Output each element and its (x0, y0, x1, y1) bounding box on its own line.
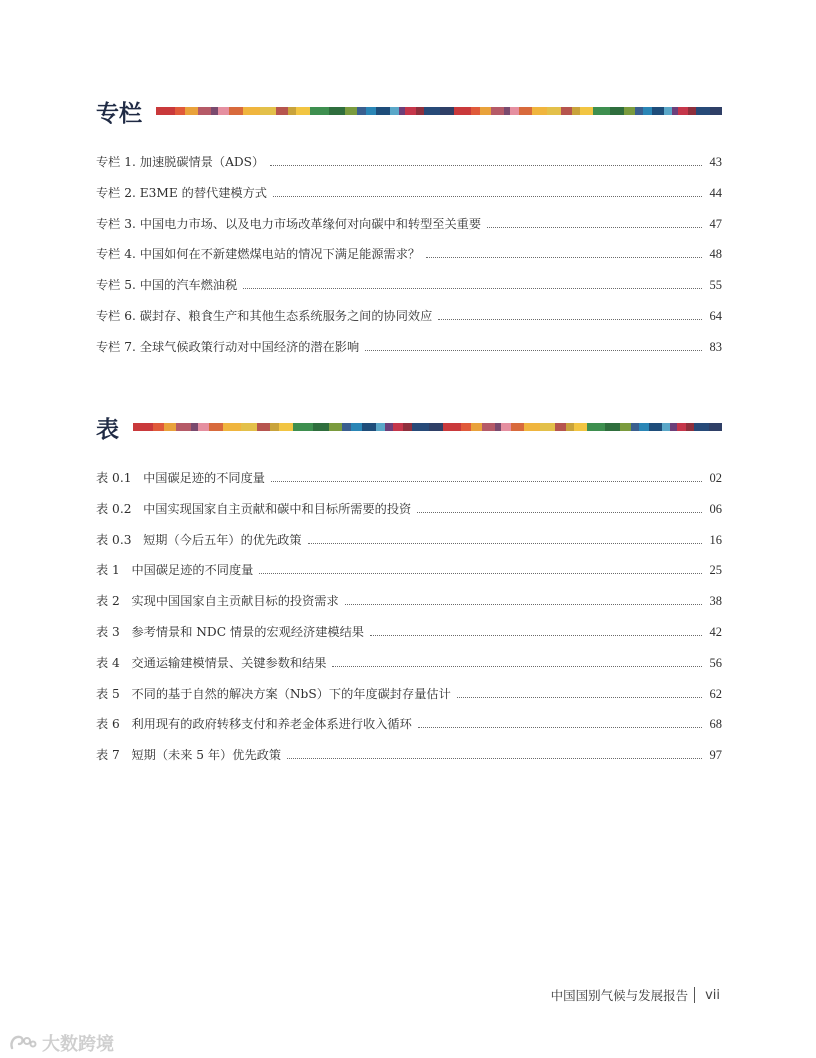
stripe-segment (662, 423, 670, 431)
stripe-segment (260, 107, 276, 115)
stripe-segment (211, 107, 218, 115)
toc-entry[interactable] (96, 308, 722, 339)
toc-entry-number: 表 1 (96, 563, 120, 578)
toc-entry-number: 表 5 (96, 686, 120, 701)
toc-entry-label (96, 501, 415, 517)
stripe-segment (561, 107, 572, 115)
page-number: vii (705, 987, 720, 1003)
stripe-segment (643, 107, 652, 115)
watermark-logo-icon (8, 1032, 38, 1054)
toc-entry-label (96, 277, 241, 293)
stripe-segment (532, 107, 548, 115)
toc-entry[interactable] (96, 593, 722, 624)
color-stripe-divider (156, 107, 722, 115)
stripe-segment (566, 423, 574, 431)
stripe-segment (696, 107, 710, 115)
toc-entry[interactable] (96, 154, 722, 185)
toc-entry-title: 加速脱碳情景（ADS） (139, 155, 265, 169)
stripe-segment (288, 107, 297, 115)
stripe-segment (345, 107, 357, 115)
toc-entry-page: 56 (709, 655, 722, 670)
stripe-segment (357, 107, 366, 115)
toc-entry-number: 表 4 (96, 655, 120, 670)
toc-entry-title: 碳封存、粮食生产和其他生态系统服务之间的协同效应 (139, 308, 433, 323)
section-header-tables (96, 410, 722, 444)
toc-entry-title: 短期（今后五年）的优先政策 (143, 532, 302, 547)
stripe-segment (440, 107, 454, 115)
dot-leader (457, 697, 702, 698)
stripe-segment (329, 107, 345, 115)
toc-entry-page: 64 (709, 308, 722, 323)
page-footer (551, 986, 720, 1004)
toc-entry-page: 44 (709, 185, 722, 200)
stripe-segment (710, 107, 722, 115)
toc-entry-title: 中国实现国家自主贡献和碳中和目标所需要的投资 (143, 501, 412, 516)
toc-entry-number: 专栏 2. (96, 185, 136, 200)
stripe-segment (403, 423, 412, 431)
toc-entry-label (96, 747, 285, 763)
toc-entry-label (96, 216, 485, 232)
dot-leader (370, 635, 702, 636)
toc-entry-label (96, 655, 330, 671)
toc-entry[interactable] (96, 185, 722, 216)
dot-leader (345, 604, 702, 605)
toc-entry-label (96, 593, 343, 609)
toc-entry-page: 38 (709, 594, 722, 609)
stripe-segment (620, 423, 631, 431)
toc-entry-title: 中国如何在不新建燃煤电站的情况下满足能源需求？ (139, 247, 421, 262)
dot-leader (438, 319, 702, 320)
toc-entry-label (96, 624, 368, 640)
stripe-segment (524, 423, 540, 431)
stripe-segment (572, 107, 580, 115)
stripe-segment (191, 423, 198, 431)
toc-entry-page: 97 (709, 748, 722, 763)
toc-entry-page: 06 (709, 501, 722, 516)
color-stripe-divider (133, 423, 722, 431)
stripe-segment (624, 107, 635, 115)
stripe-segment (480, 107, 491, 115)
stripe-segment (501, 423, 511, 431)
stripe-segment (635, 107, 643, 115)
stripe-segment (133, 423, 153, 431)
stripe-segment (218, 107, 228, 115)
toc-entry-label (96, 339, 363, 355)
toc-entry-label (96, 154, 268, 170)
toc-entry-number: 表 0.1 (96, 471, 132, 485)
stripe-segment (270, 423, 279, 431)
stripe-segment (424, 107, 440, 115)
watermark-text: 大数跨境 (42, 1034, 114, 1055)
stripe-segment (605, 423, 620, 431)
stripe-segment (587, 423, 605, 431)
toc-entry-page: 47 (709, 216, 722, 231)
dot-leader (365, 350, 702, 351)
toc-entry[interactable] (96, 501, 722, 532)
stripe-segment (649, 423, 662, 431)
stripe-segment (443, 423, 461, 431)
dot-leader (308, 543, 702, 544)
stripe-segment (519, 107, 531, 115)
stripe-segment (351, 423, 362, 431)
stripe-segment (209, 423, 223, 431)
stripe-segment (631, 423, 639, 431)
stripe-segment (329, 423, 342, 431)
stripe-segment (176, 423, 190, 431)
toc-entry-number: 专栏 1. (96, 155, 136, 169)
dot-leader (332, 666, 702, 667)
dot-leader (487, 227, 702, 228)
stripe-segment (257, 423, 270, 431)
stripe-segment (664, 107, 672, 115)
toc-entry-page: 48 (709, 247, 722, 262)
toc-entry-title: 全球气候政策行动对中国经济的潜在影响 (139, 339, 360, 354)
stripe-segment (540, 423, 555, 431)
stripe-segment (580, 107, 592, 115)
stripe-segment (709, 423, 722, 431)
stripe-segment (153, 423, 164, 431)
toc-entry-label (96, 308, 436, 324)
stripe-segment (471, 107, 480, 115)
stripe-segment (461, 423, 471, 431)
toc-entry-title: 短期（未来 5 年）优先政策 (131, 748, 282, 763)
stripe-segment (393, 423, 404, 431)
dot-leader (287, 758, 702, 759)
toc-entry-page: 16 (709, 532, 722, 547)
report-title: 中国国别气候与发展报告 (550, 988, 689, 1003)
stripe-segment (677, 423, 687, 431)
stripe-segment (593, 107, 610, 115)
dot-leader (243, 288, 702, 289)
toc-entry-title: 参考情景和 NDC 情景的宏观经济建模结果 (131, 624, 364, 639)
toc-entry-title: E3ME 的替代建模方式 (139, 185, 267, 200)
stripe-segment (574, 423, 587, 431)
stripe-segment (241, 423, 257, 431)
toc-list-tables (96, 470, 722, 778)
stripe-segment (310, 107, 329, 115)
stripe-segment (293, 423, 313, 431)
watermark (8, 1030, 114, 1056)
stripe-segment (511, 423, 524, 431)
toc-entry[interactable] (96, 562, 722, 593)
toc-entry-title: 中国电力市场、以及电力市场改革缘何对向碳中和转型至关重要 (139, 216, 482, 231)
stripe-segment (198, 423, 209, 431)
stripe-segment (678, 107, 687, 115)
section-title: 专栏 (96, 100, 142, 127)
stripe-segment (279, 423, 293, 431)
stripe-segment (276, 107, 288, 115)
toc-entry-number: 表 0.2 (96, 501, 132, 516)
stripe-segment (385, 423, 392, 431)
toc-entry-label (96, 716, 416, 732)
toc-entry[interactable] (96, 339, 722, 370)
toc-entry[interactable] (96, 716, 722, 747)
toc-entry-title: 中国的汽车燃油税 (139, 278, 238, 293)
toc-entry-number: 表 2 (96, 594, 120, 609)
toc-entry-number: 表 3 (96, 624, 120, 639)
toc-entry-title: 中国碳足迹的不同度量 (143, 471, 265, 485)
stripe-segment (156, 107, 175, 115)
toc-entry-label (96, 246, 424, 262)
stripe-segment (555, 423, 566, 431)
stripe-segment (454, 107, 471, 115)
stripe-segment (229, 107, 243, 115)
stripe-segment (491, 107, 503, 115)
toc-entry-title: 实现中国国家自主贡献目标的投资需求 (131, 594, 339, 609)
stripe-segment (686, 423, 694, 431)
toc-entry-page: 62 (709, 686, 722, 701)
toc-entry-label (96, 562, 257, 578)
section-header-boxes (96, 94, 722, 128)
section-title: 表 (96, 416, 119, 443)
toc-entry-page: 42 (709, 624, 722, 639)
toc-entry-page: 02 (709, 471, 722, 485)
toc-entry[interactable] (96, 216, 722, 247)
stripe-segment (296, 107, 310, 115)
stripe-segment (510, 107, 519, 115)
footer-divider (694, 987, 695, 1003)
dot-leader (259, 573, 702, 574)
stripe-segment (688, 107, 696, 115)
toc-entry-page: 83 (709, 339, 722, 354)
stripe-segment (390, 107, 399, 115)
toc-entry-title: 利用现有的政府转移支付和养老金体系进行收入循环 (131, 717, 412, 732)
toc-entry-label (96, 470, 269, 486)
stripe-segment (471, 423, 482, 431)
stripe-segment (610, 107, 624, 115)
stripe-segment (243, 107, 260, 115)
toc-entry-page: 68 (709, 717, 722, 732)
toc-entry-label (96, 686, 455, 702)
stripe-segment (429, 423, 443, 431)
toc-entry-number: 表 7 (96, 748, 120, 763)
stripe-segment (412, 423, 428, 431)
toc-entry-number: 表 0.3 (96, 532, 132, 547)
toc-entry-page: 55 (709, 278, 722, 293)
toc-entry[interactable] (96, 686, 722, 717)
stripe-segment (547, 107, 561, 115)
dot-leader (418, 727, 702, 728)
stripe-segment (366, 107, 376, 115)
toc-entry[interactable] (96, 246, 722, 277)
toc-entry[interactable] (96, 624, 722, 655)
stripe-segment (376, 107, 390, 115)
stripe-segment (164, 423, 177, 431)
dot-leader (417, 512, 702, 513)
toc-list-boxes (96, 154, 722, 370)
stripe-segment (482, 423, 495, 431)
stripe-segment (639, 423, 649, 431)
toc-entry-label (96, 185, 271, 201)
stripe-segment (223, 423, 241, 431)
stripe-segment (694, 423, 709, 431)
dot-leader (270, 165, 702, 166)
toc-entry-page: 25 (709, 563, 722, 578)
toc-entry-number: 专栏 5. (96, 278, 136, 293)
stripe-segment (175, 107, 185, 115)
toc-entry-number: 专栏 3. (96, 216, 136, 231)
stripe-segment (313, 423, 329, 431)
stripe-segment (399, 107, 406, 115)
toc-entry[interactable] (96, 470, 722, 501)
stripe-segment (342, 423, 351, 431)
toc-entry-title: 交通运输建模情景、关键参数和结果 (131, 655, 327, 670)
stripe-segment (376, 423, 385, 431)
toc-entry-number: 表 6 (96, 717, 120, 732)
stripe-segment (362, 423, 376, 431)
dot-leader (273, 196, 702, 197)
stripe-segment (652, 107, 664, 115)
toc-entry-title: 不同的基于自然的解决方案（NbS）下的年度碳封存量估计 (131, 686, 451, 701)
toc-entry-number: 专栏 6. (96, 308, 136, 323)
dot-leader (426, 257, 702, 258)
toc-entry-title: 中国碳足迹的不同度量 (131, 563, 254, 578)
toc-entry[interactable] (96, 532, 722, 563)
toc-entry-page: 43 (709, 155, 722, 169)
toc-entry-label (96, 532, 306, 548)
stripe-segment (416, 107, 425, 115)
toc-entry[interactable] (96, 655, 722, 686)
toc-entry-number: 专栏 4. (96, 247, 136, 262)
dot-leader (271, 481, 702, 482)
toc-entry[interactable] (96, 277, 722, 308)
toc-entry-number: 专栏 7. (96, 339, 136, 354)
stripe-segment (185, 107, 197, 115)
stripe-segment (405, 107, 415, 115)
stripe-segment (198, 107, 212, 115)
toc-entry[interactable] (96, 747, 722, 778)
